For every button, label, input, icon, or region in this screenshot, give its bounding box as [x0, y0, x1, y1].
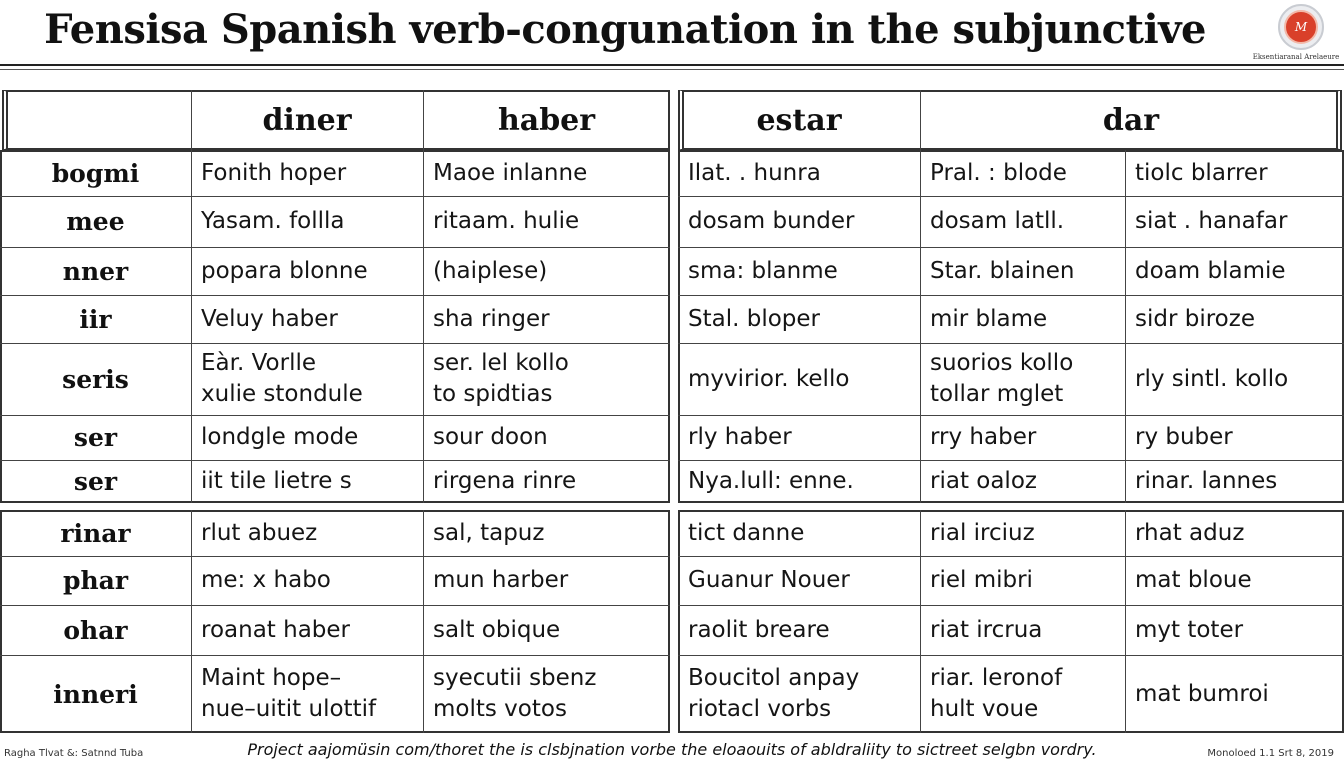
table-cell: rhat aduz [1135, 519, 1245, 546]
row-label: bogmi [51, 158, 140, 188]
table-cell: (haiplese) [433, 257, 548, 284]
table-cell: Maint hope– nue–uitit ulottif [201, 665, 377, 722]
row-label: seris [62, 364, 129, 394]
table-cell: raolit breare [688, 616, 830, 643]
table-cell: Yasam. follla [201, 208, 345, 234]
table-cell: rly haber [688, 424, 792, 450]
table-cell: Pral. : blode [930, 159, 1067, 186]
footer [0, 740, 1344, 764]
row-label: ser [73, 423, 118, 452]
table-cell: rry haber [930, 424, 1037, 450]
table-cell: me: x habo [201, 567, 331, 593]
title-rule [0, 64, 1344, 66]
table-cell: Boucitol anpay riotacl vorbs [688, 665, 860, 722]
table-cell: tict danne [688, 519, 805, 546]
table-cell: rial irciuz [930, 519, 1035, 546]
table-cell: Stal. bloper [688, 305, 820, 332]
table-cell: Ilat. . hunra [688, 159, 821, 186]
table-cell: rly sintl. kollo [1135, 365, 1289, 392]
row-label: ser [73, 467, 118, 496]
table-cell: mat bloue [1135, 567, 1252, 593]
table-cell: Nya.lull: enne. [688, 468, 854, 494]
table-cell: sidr biroze [1135, 305, 1255, 332]
table-cell: londgle mode [201, 424, 359, 450]
table-cell: myvirior. kello [688, 365, 850, 392]
table-cell: salt obique [433, 616, 561, 643]
table-cell: Star. blainen [930, 257, 1075, 284]
row-label: inneri [53, 679, 138, 709]
table-cell: sha ringer [433, 305, 550, 332]
row-label: nner [62, 256, 129, 286]
seal-logo-mark: M [1284, 10, 1318, 44]
table-cell: mat bumroi [1135, 680, 1269, 707]
table-cell: dosam latll. [930, 208, 1065, 234]
row-label: mee [66, 207, 125, 236]
table-cell: syecutii sbenz molts votos [433, 665, 597, 722]
table-cell: ser. lel kollo to spidtias [433, 350, 569, 407]
table-cell: iit tile lietre s [201, 468, 352, 494]
table-cell: popara blonne [201, 257, 368, 284]
table-cell: Eàr. Vorlle xulie stondule [201, 350, 363, 407]
table-cell: rinar. lannes [1135, 468, 1278, 494]
footer-date: Monoloed 1.1 Srt 8, 2019 [1207, 748, 1334, 759]
table-cell: riar. leronof hult voue [930, 665, 1063, 722]
table-cell: doam blamie [1135, 257, 1286, 284]
table-cell: riel mibri [930, 567, 1033, 593]
table-cell: riat oaloz [930, 468, 1037, 494]
table-cell: ritaam. hulie [433, 208, 580, 234]
logo-caption: Eksentiaranal Arelaeure [1252, 53, 1340, 61]
table-cell: sma: blanme [688, 257, 838, 284]
column-header-haber: haber [497, 102, 596, 138]
table-cell: Veluy haber [201, 305, 338, 332]
table-cell: riat ircrua [930, 616, 1043, 643]
table-cell: sal, tapuz [433, 519, 545, 546]
table-cell: Guanur Nouer [688, 567, 850, 593]
table-cell: tiolc blarrer [1135, 159, 1268, 186]
row-label: iir [79, 304, 112, 334]
table-cell: Maoe inlanne [433, 159, 588, 186]
table-cell: rirgena rinre [433, 468, 577, 494]
table-cell: siat . hanafar [1135, 208, 1288, 234]
table-cell: sour doon [433, 424, 548, 450]
table-cell: suorios kollo tollar mglet [930, 350, 1074, 407]
row-label: phar [62, 566, 129, 595]
column-header-dar: dar [1102, 102, 1160, 138]
row-label: rinar [60, 518, 131, 548]
title-rule-thin [0, 69, 1344, 70]
footer-credit: Ragha Tlvat &: Satnnd Tuba [4, 748, 144, 759]
seal-logo [1278, 4, 1324, 50]
page-title: Fensisa Spanish verb-congunation in the subjunctive [44, 6, 1206, 53]
table-cell: rlut abuez [201, 519, 318, 546]
table-cell: mir blame [930, 305, 1048, 332]
table-cell: ry buber [1135, 424, 1233, 450]
table-cell: myt toter [1135, 616, 1244, 643]
table-cell: mun harber [433, 567, 569, 593]
column-header-diner: diner [262, 102, 352, 138]
column-header-estar: estar [756, 102, 842, 138]
row-label: ohar [63, 615, 128, 645]
table-cell: Fonith hoper [201, 159, 347, 186]
table-cell: roanat haber [201, 616, 350, 643]
table-cell: dosam bunder [688, 208, 855, 234]
footer-caption: Project aajomüsin com/thoret the is clsbjnation vorbe the eloaouits of abldraliity to sictreet selgbn vordry. [247, 740, 1097, 759]
